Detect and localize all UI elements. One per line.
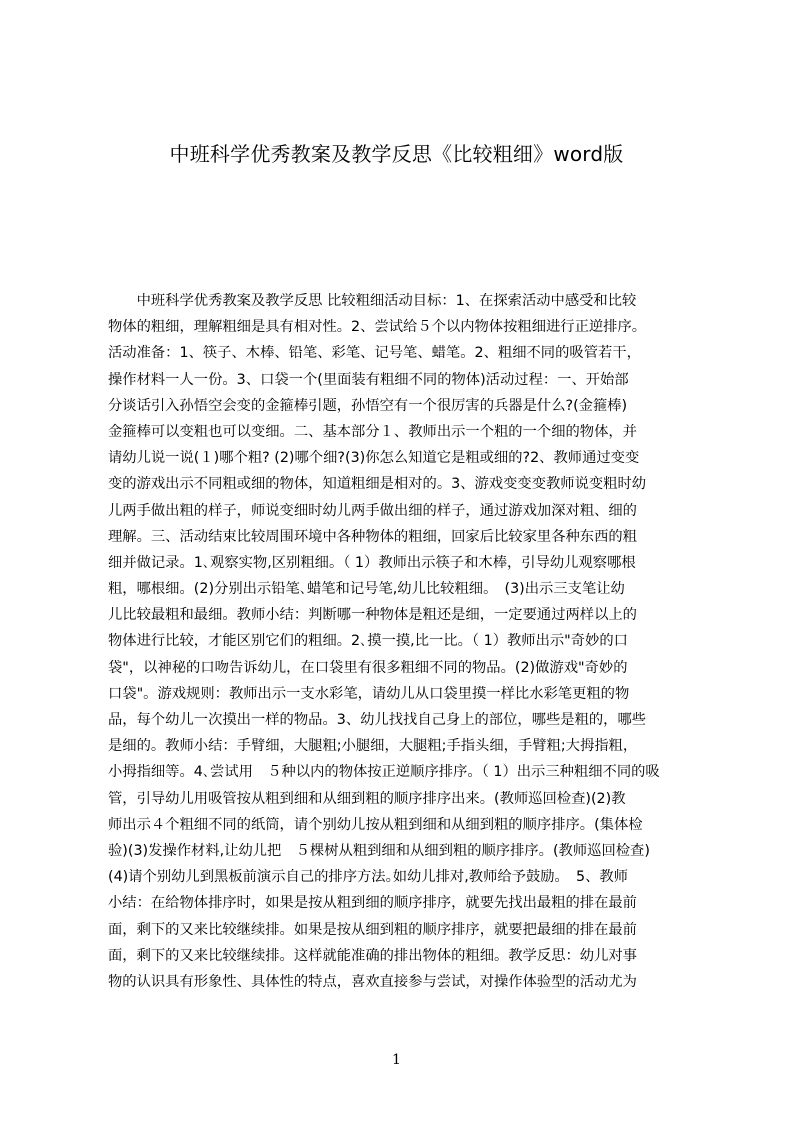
document-body [108, 288, 698, 995]
body-line: 分谈话引入孙悟空会变的金箍棒引题，孙悟空有一个很厉害的兵器是什么?(金箍棒) [108, 397, 628, 414]
body-line: 品，每个幼儿一次摸出一样的物品。3、幼儿找找自己身上的部位，哪些是粗的，哪些 [108, 712, 647, 728]
body-line: 变的游戏出示不同粗或细的物体，知道粗细是相对的。3、游戏变变变教师说变粗时幼 [108, 476, 647, 493]
body-line: 面，剩下的又来比较继续排。这样就能准确的排出物体的粗细。教学反思：幼儿对事 [108, 947, 637, 964]
body-line: 儿两手做出粗的样子，师说变细时幼儿两手做出细的样子，通过游戏加深对粗、细的 [108, 502, 637, 519]
body-line: 面，剩下的又来比较继续排。如果是按从细到粗的顺序排序，就要把最细的排在最前 [108, 921, 637, 938]
body-line: 小拇指细等。4､尝试用 ５种以内的物体按正逆顺序排序｡（ 1）出示三种粗细不同的吸 [108, 764, 660, 781]
body-line: 细并做记录。1､观察实物,区别粗细。（ 1）教师出示筷子和木棒，引导幼儿观察哪根 [108, 554, 636, 571]
body-line: 袋"，以神秘的口吻告诉幼儿，在口袋里有很多粗细不同的物品。(2)做游戏"奇妙的 [108, 659, 628, 676]
body-line: 中班科学优秀教案及教学反思 比较粗细活动目标：1、在探索活动中感受和比较 [108, 293, 637, 309]
body-line: 操作材料一人一份。3、口袋一个(里面装有粗细不同的物体)活动过程：一、开始部 [108, 371, 629, 388]
body-line: 口袋"。游戏规则：教师出示一支水彩笔，请幼儿从口袋里摸一样比水彩笔更粗的物 [108, 685, 630, 702]
body-line: 儿比较最粗和最细。教师小结：判断哪一种物体是粗还是细，一定要通过两样以上的 [108, 607, 637, 624]
body-line: 请幼儿说一说(１)哪个粗? (2)哪个细?(3)你怎么知道它是粗或细的?2、教师通过变变 [108, 450, 640, 467]
body-line: (4)请个别幼儿到黑板前演示自己的排序方法｡如幼儿排对,教师给予鼓励。 5、教师 [108, 869, 628, 886]
body-line: 小结：在给物体排序时，如果是按从粗到细的顺序排序，就要先找出最粗的排在最前 [108, 895, 637, 912]
body-line: 师出示４个粗细不同的纸筒，请个别幼儿按从粗到细和从细到粗的顺序排序。(集体检 [108, 816, 643, 833]
body-line: 物的认识具有形象性、具体性的特点，喜欢直接参与尝试，对操作体验型的活动尤为 [108, 973, 637, 990]
body-line: 活动准备：1、筷子、木棒、铅笔、彩笔、记号笔、蜡笔。2、粗细不同的吸管若干， [108, 345, 641, 362]
body-line: 理解。三、活动结束比较周围环境中各种物体的粗细，回家后比较家里各种东西的粗 [108, 528, 637, 545]
page-number: 1 [392, 1052, 401, 1068]
body-line: 是细的。教师小结：手臂细，大腿粗;小腿细，大腿粗;手指头细，手臂粗;大拇指粗， [108, 738, 638, 755]
body-line: 验)(3)发操作材料,让幼儿把 ５棵树从粗到细和从细到粗的顺序排序。(教师巡回检查) [108, 842, 650, 859]
body-line: 粗，哪根细。(2)分别出示铅笔､蜡笔和记号笔,幼儿比较粗细。 (3)出示三支笔让幼 [108, 581, 625, 598]
body-line: 金箍棒可以变粗也可以变细。二、基本部分１、教师出示一个粗的一个细的物体，并 [108, 423, 637, 440]
body-line: 物体的粗细，理解粗细是具有相对性。2、尝试给５个以内物体按粗细进行正逆排序。 [108, 319, 647, 336]
body-line: 物体进行比较，才能区别它们的粗细。2､摸一摸,比一比。（ 1）教师出示"奇妙的口 [108, 633, 628, 650]
body-line: 管，引导幼儿用吸管按从粗到细和从细到粗的顺序排序出来。(教师巡回检查)(2)教 [108, 790, 626, 807]
document-title: 中班科学优秀教案及教学反思《比较粗细》word版 [169, 142, 624, 166]
